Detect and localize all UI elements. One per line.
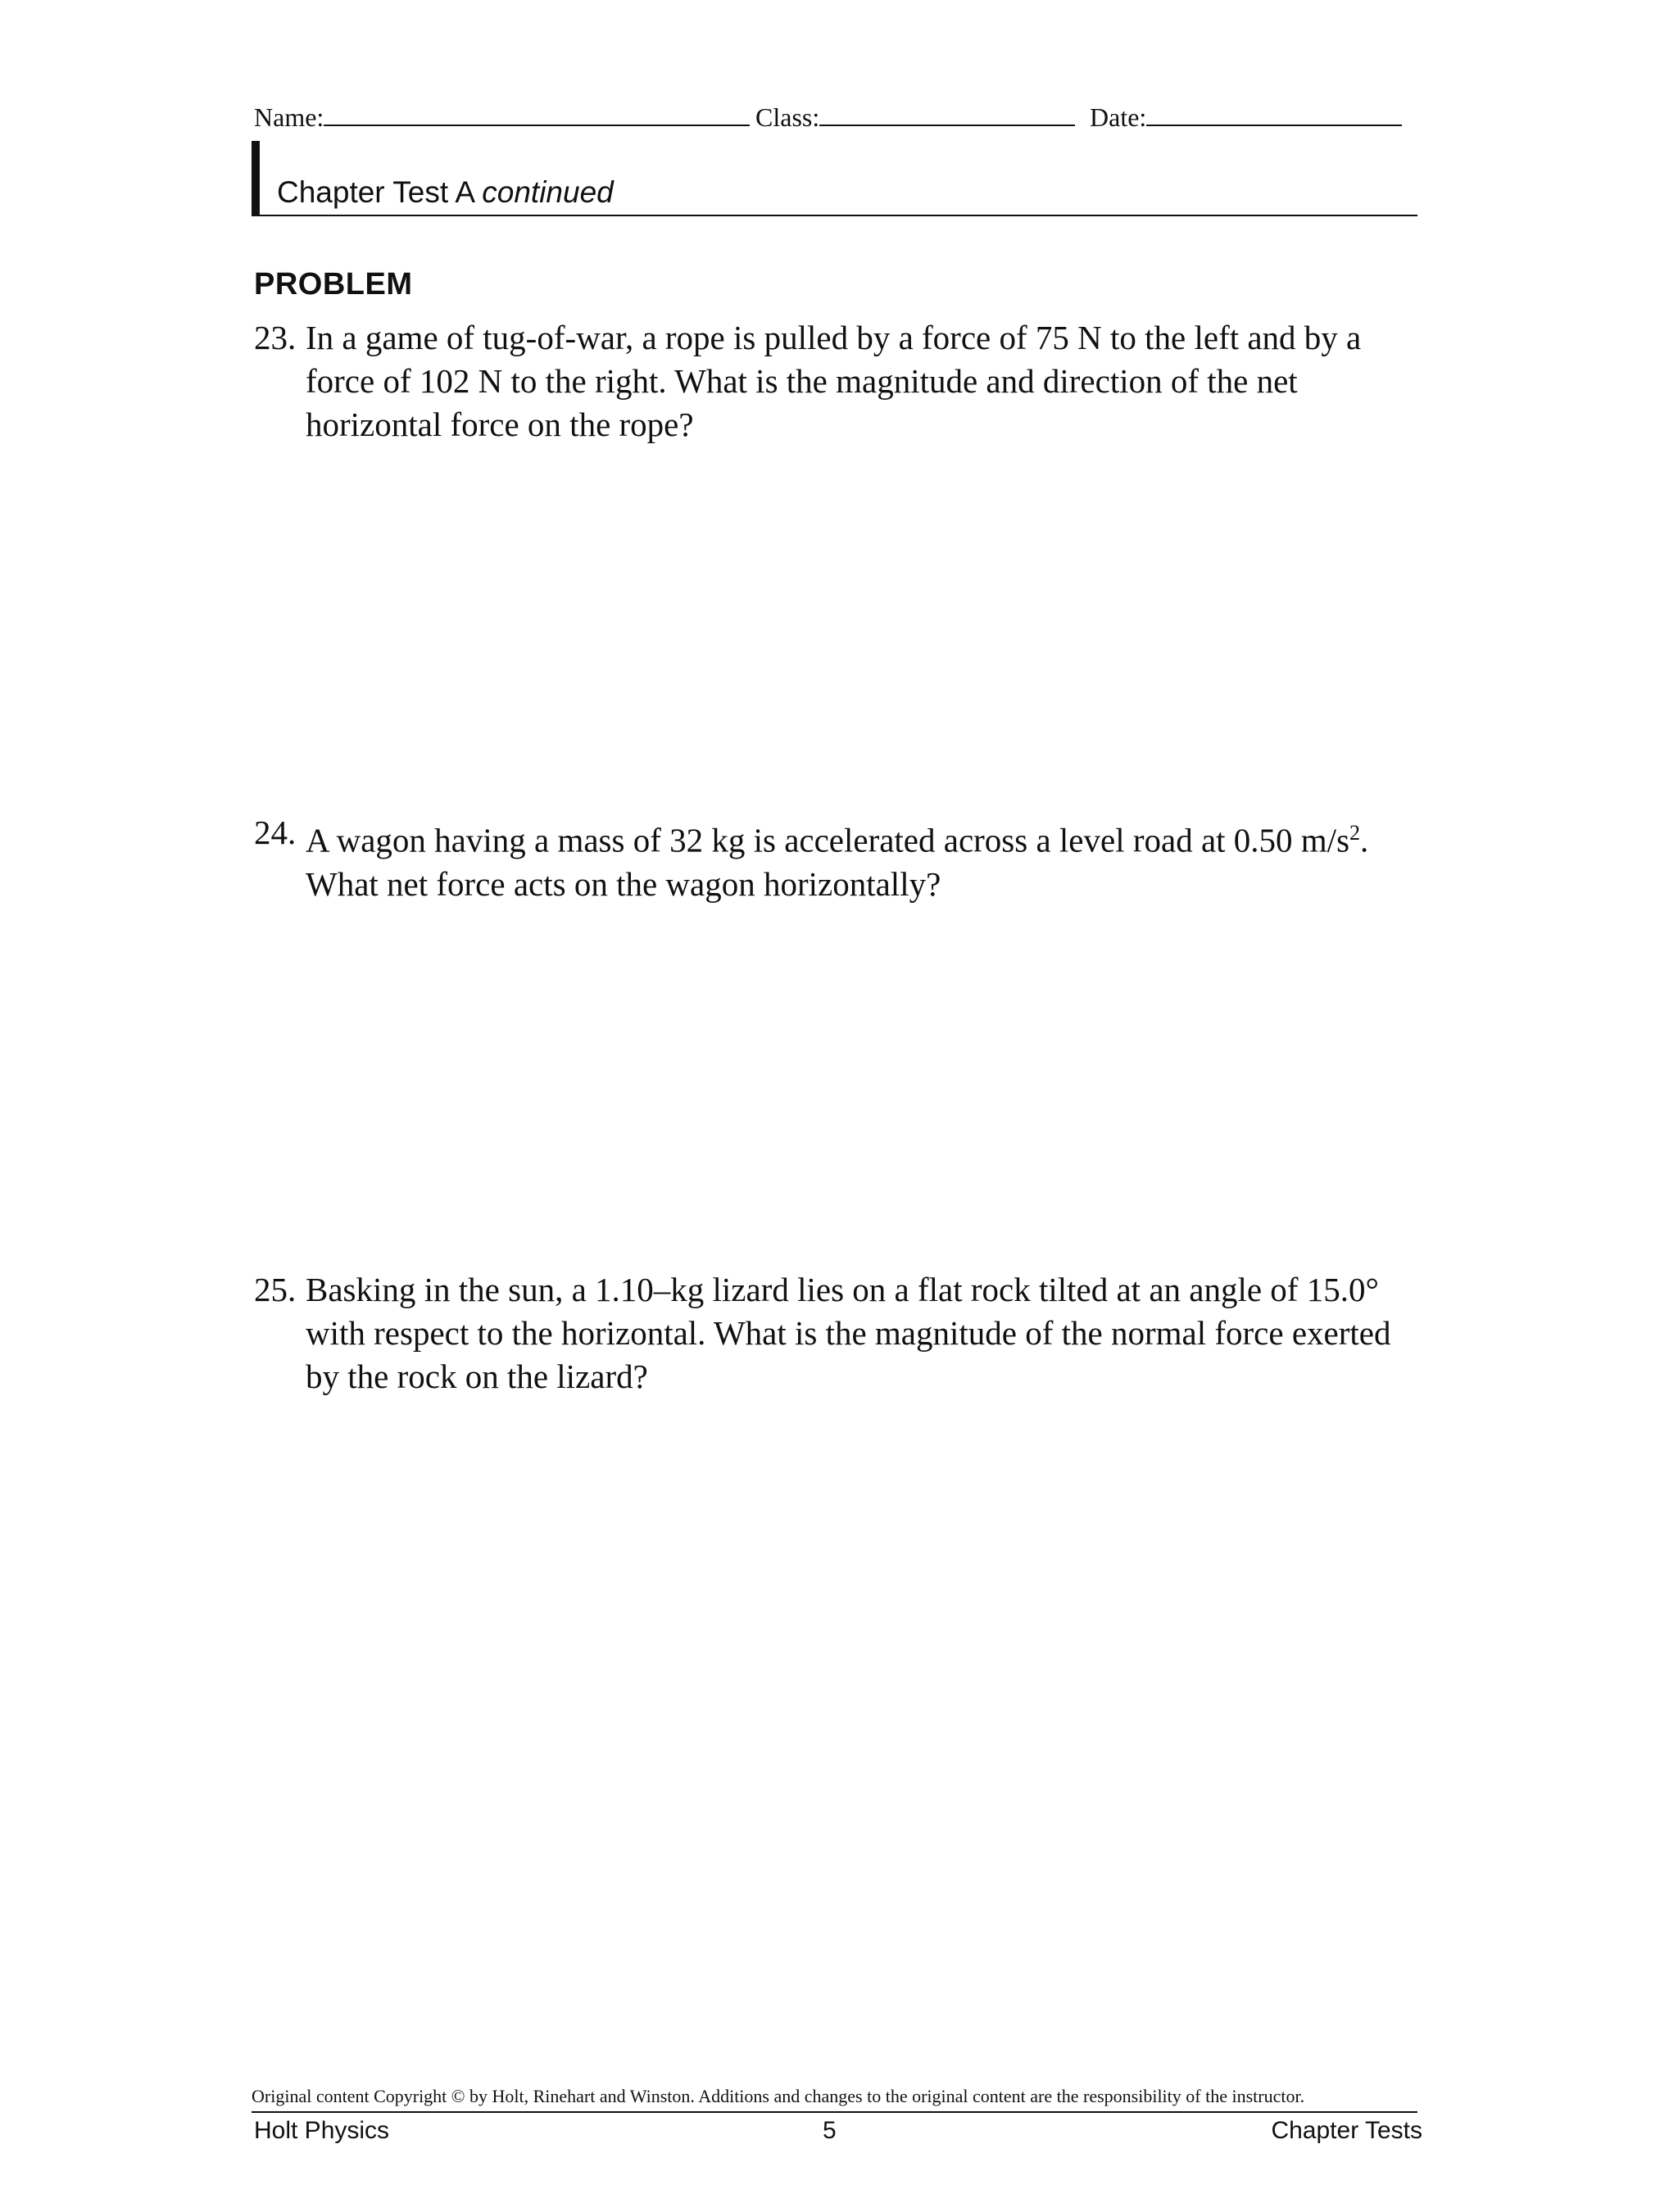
question-text-part: A wagon having a mass of 32 kg is accelerated across a level road at 0.50 m/s (306, 821, 1350, 859)
question-text-part: . What net force acts on the wagon horizontally? (306, 821, 1369, 903)
question-number: 25. (254, 1271, 297, 1308)
chapter-title-main: Chapter Test A (277, 175, 474, 209)
footer-page-number: 5 (823, 2117, 837, 2144)
chapter-rule (252, 215, 1417, 216)
name-label: Name: (254, 102, 324, 132)
question-number: 24. (254, 814, 297, 851)
footer-rule (252, 2111, 1417, 2113)
footer-book: Holt Physics (254, 2117, 390, 2144)
question-23 (254, 316, 1426, 446)
question-text: In a game of tug-of-war, a rope is pulled by a force of 75 N to the left and by a force of 102 N to the right. What is the magnitude and direction of the net horizontal force on the rope? (306, 319, 1362, 443)
date-field (1090, 100, 1402, 133)
class-label: Class: (755, 102, 820, 132)
footer-section: Chapter Tests (1271, 2117, 1422, 2144)
header-fields (254, 100, 1417, 141)
question-24 (254, 811, 1426, 906)
question-25 (254, 1268, 1426, 1398)
chapter-title-suffix: continued (482, 175, 614, 209)
section-heading: PROBLEM (254, 267, 413, 301)
question-text (306, 811, 1426, 906)
footer-copyright: Original content Copyright © by Holt, Rinehart and Winston. Additions and changes to the original content are the responsibility of the instructor. (252, 2086, 1305, 2106)
question-number: 23. (254, 319, 297, 356)
chapter-accent-bar (252, 141, 260, 216)
class-blank (819, 100, 1075, 126)
class-field (755, 100, 1075, 133)
date-blank (1146, 100, 1402, 126)
date-label: Date: (1090, 102, 1147, 132)
name-field (254, 100, 750, 133)
superscript: 2 (1349, 821, 1361, 845)
question-text: Basking in the sun, a 1.10–kg lizard lies on a flat rock tilted at an angle of 15.0° with respect to the horizontal. What is the magnitude of the normal force exerted by the rock on the lizard? (306, 1271, 1391, 1395)
chapter-title (277, 175, 614, 210)
name-blank (324, 100, 750, 126)
